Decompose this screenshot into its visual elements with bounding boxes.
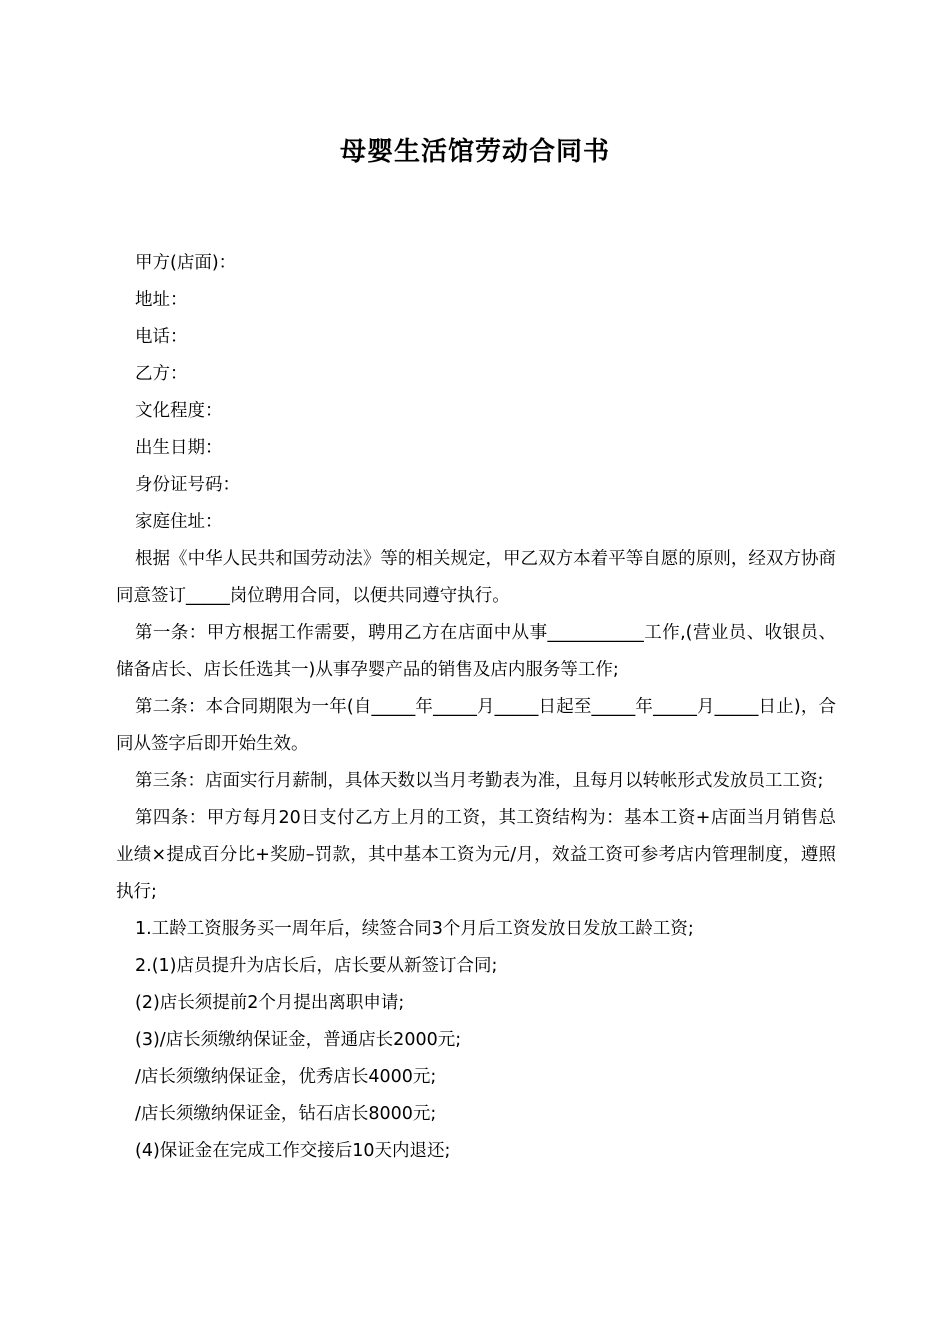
paragraph-item-1: 1.工龄工资服务买一周年后，续签合同3个月后工资发放日发放工龄工资; (135, 919, 694, 939)
paragraph-article-3: 第三条：店面实行月薪制，具体天数以当月考勤表为准，且每月以转帐形式发放员工工资; (135, 771, 824, 791)
field-id-number: 身份证号码： (135, 475, 240, 495)
field-party-b: 乙方： (135, 364, 188, 384)
field-education: 文化程度： (135, 401, 223, 421)
paragraph-item-2-1: 2.(1)店员提升为店长后，店长要从新签订合同; (135, 956, 498, 976)
paragraph-item-2-3c: /店长须缴纳保证金，钻石店长8000元; (135, 1104, 437, 1124)
paragraph-article-1: 第一条：甲方根据工作需要，聘用乙方在店面中从事___________工作,(营业员、收银员、储备店长、店长任选其一)从事孕婴产品的销售及店内服务等工作; (116, 623, 836, 680)
paragraph-article-2: 第二条：本合同期限为一年(自_____年_____月_____日起至_____年_____月_____日止)，合同从签字后即开始生效。 (116, 697, 836, 754)
document-body (116, 245, 836, 1170)
paragraph-item-2-4: (4)保证金在完成工作交接后10天内退还; (135, 1141, 451, 1161)
paragraph-preamble: 根据《中华人民共和国劳动法》等的相关规定，甲乙双方本着平等自愿的原则，经双方协商同意签订_____岗位聘用合同，以便共同遵守执行。 (116, 549, 836, 606)
paragraph-article-4: 第四条：甲方每月20日支付乙方上月的工资，其工资结构为：基本工资+店面当月销售总业绩×提成百分比+奖励–罚款，其中基本工资为元/月，效益工资可参考店内管理制度，遵照执行; (116, 808, 836, 902)
field-address: 地址： (135, 290, 188, 310)
field-home-address: 家庭住址： (135, 512, 223, 532)
field-party-a: 甲方(店面)： (135, 253, 237, 273)
paragraph-item-2-2: (2)店长须提前2个月提出离职申请; (135, 993, 405, 1013)
field-birth-date: 出生日期： (135, 438, 223, 458)
paragraph-item-2-3: (3)/店长须缴纳保证金，普通店长2000元; (135, 1030, 462, 1050)
field-phone: 电话： (135, 327, 188, 347)
document-title: 母婴生活馆劳动合同书 (339, 137, 610, 167)
paragraph-item-2-3b: /店长须缴纳保证金，优秀店长4000元; (135, 1067, 437, 1087)
